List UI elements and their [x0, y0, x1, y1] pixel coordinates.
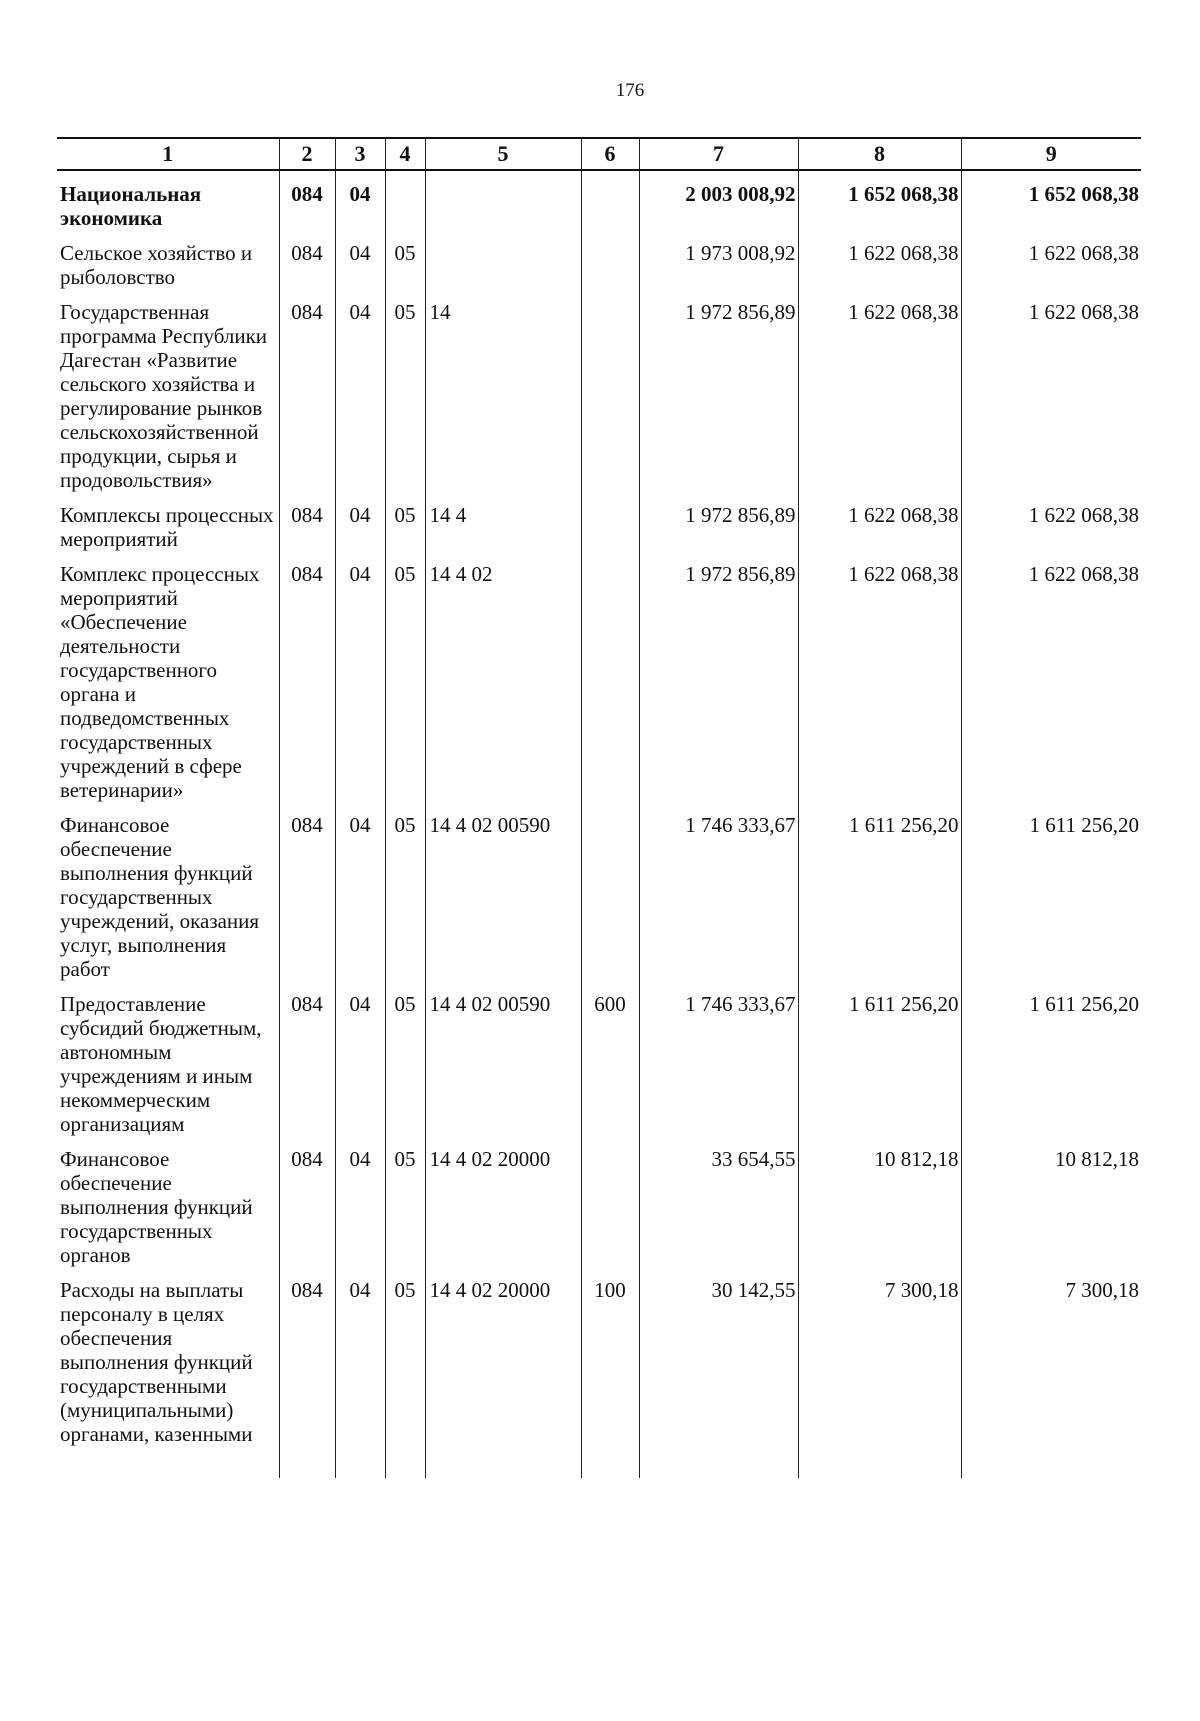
cell-expense-type: [581, 289, 639, 492]
cell-amount-col8: 1 622 068,38: [798, 230, 961, 289]
row-name: Государственная программа Республики Дагестан «Развитие сельского хозяйства и регулирование рынков сельскохозяйственной продукции, сырья и продовольствия»: [60, 300, 268, 492]
cell-section-code: 04: [335, 802, 385, 981]
table-row: [57, 230, 1141, 289]
cell-amount-col8: 1 622 068,38: [798, 289, 961, 492]
cell-ministry-code: 084: [279, 802, 335, 981]
table-row: [57, 802, 1141, 981]
table-row: [57, 289, 1141, 492]
cell-amount-col8: 1 652 068,38: [798, 170, 961, 230]
column-header: 1: [57, 138, 279, 170]
cell-ministry-code: 084: [279, 1136, 335, 1267]
cell-amount-col7: 1 973 008,92: [639, 230, 798, 289]
cell-amount-col8: 10 812,18: [798, 1136, 961, 1267]
cell-subsection-code: 05: [385, 981, 425, 1136]
cell-amount-col9: 1 622 068,38: [961, 492, 1141, 551]
cell-section-code: 04: [335, 492, 385, 551]
cell-amount-col8: 1 611 256,20: [798, 802, 961, 981]
cell-amount-col7: 2 003 008,92: [639, 170, 798, 230]
cell-expense-type: [581, 1136, 639, 1267]
cell-amount-col9: 1 611 256,20: [961, 802, 1141, 981]
cell-section-code: 04: [335, 1136, 385, 1267]
cell-section-code: 04: [335, 289, 385, 492]
cell-subsection-code: 05: [385, 802, 425, 981]
cell-subsection-code: 05: [385, 551, 425, 802]
cell-expense-type: [581, 170, 639, 230]
table-header-row: [57, 138, 1141, 170]
cell-amount-col7: 33 654,55: [639, 1136, 798, 1267]
row-name: Предоставление субсидий бюджетным, автономным учреждениям и иным некоммерческим организациям: [60, 992, 262, 1136]
cell-amount-col8: 7 300,18: [798, 1267, 961, 1478]
column-header: 3: [335, 138, 385, 170]
cell-amount-col7: 1 972 856,89: [639, 289, 798, 492]
cell-ministry-code: 084: [279, 170, 335, 230]
cell-section-code: 04: [335, 1267, 385, 1478]
cell-subsection-code: 05: [385, 289, 425, 492]
cell-amount-col7: 1 746 333,67: [639, 981, 798, 1136]
column-header: 9: [961, 138, 1141, 170]
table-row: [57, 170, 1141, 230]
cell-target-article: 14 4 02 00590: [425, 981, 581, 1136]
cell-amount-col9: 10 812,18: [961, 1136, 1141, 1267]
cell-ministry-code: 084: [279, 551, 335, 802]
cell-subsection-code: [385, 170, 425, 230]
cell-amount-col9: 1 652 068,38: [961, 170, 1141, 230]
cell-amount-col8: 1 611 256,20: [798, 981, 961, 1136]
table-row: [57, 1136, 1141, 1267]
cell-target-article: 14 4 02: [425, 551, 581, 802]
cell-amount-col7: 1 746 333,67: [639, 802, 798, 981]
row-name: Сельское хозяйство и рыболовство: [60, 241, 253, 289]
cell-target-article: [425, 230, 581, 289]
row-name: Финансовое обеспечение выполнения функций государственных учреждений, оказания услуг, выполнения работ: [60, 813, 260, 981]
cell-ministry-code: 084: [279, 289, 335, 492]
table-row: [57, 492, 1141, 551]
cell-amount-col8: 1 622 068,38: [798, 551, 961, 802]
cell-expense-type: [581, 230, 639, 289]
cell-subsection-code: 05: [385, 1267, 425, 1478]
column-header: 6: [581, 138, 639, 170]
cell-expense-type: [581, 551, 639, 802]
cell-ministry-code: 084: [279, 230, 335, 289]
page-number: 176: [615, 80, 645, 101]
cell-section-code: 04: [335, 230, 385, 289]
cell-target-article: 14: [425, 289, 581, 492]
column-header: 2: [279, 138, 335, 170]
table-row: [57, 551, 1141, 802]
cell-amount-col9: 7 300,18: [961, 1267, 1141, 1478]
row-name: Национальная экономика: [60, 182, 202, 230]
budget-table: [57, 137, 1141, 1478]
cell-ministry-code: 084: [279, 1267, 335, 1478]
cell-section-code: 04: [335, 170, 385, 230]
cell-expense-type: [581, 492, 639, 551]
cell-subsection-code: 05: [385, 492, 425, 551]
column-header: 7: [639, 138, 798, 170]
column-header: 4: [385, 138, 425, 170]
row-name: Комплекс процессных мероприятий «Обеспечение деятельности государственного органа и подведомственных государственных учреждений в сфере ветеринарии»: [60, 562, 260, 802]
table-row: [57, 1267, 1141, 1478]
cell-amount-col9: 1 611 256,20: [961, 981, 1141, 1136]
cell-expense-type: 100: [581, 1267, 639, 1478]
cell-target-article: [425, 170, 581, 230]
column-header: 8: [798, 138, 961, 170]
row-name: Комплексы процессных мероприятий: [60, 503, 274, 551]
cell-expense-type: [581, 802, 639, 981]
cell-section-code: 04: [335, 551, 385, 802]
cell-amount-col9: 1 622 068,38: [961, 289, 1141, 492]
cell-ministry-code: 084: [279, 981, 335, 1136]
row-name: Расходы на выплаты персоналу в целях обеспечения выполнения функций государственными (муниципальными) органами, казенными: [60, 1278, 253, 1446]
table-row: [57, 981, 1141, 1136]
cell-subsection-code: 05: [385, 1136, 425, 1267]
cell-ministry-code: 084: [279, 492, 335, 551]
cell-section-code: 04: [335, 981, 385, 1136]
cell-target-article: 14 4 02 20000: [425, 1267, 581, 1478]
cell-amount-col7: 1 972 856,89: [639, 492, 798, 551]
cell-subsection-code: 05: [385, 230, 425, 289]
cell-amount-col8: 1 622 068,38: [798, 492, 961, 551]
cell-amount-col9: 1 622 068,38: [961, 551, 1141, 802]
cell-target-article: 14 4 02 20000: [425, 1136, 581, 1267]
cell-target-article: 14 4 02 00590: [425, 802, 581, 981]
cell-amount-col7: 30 142,55: [639, 1267, 798, 1478]
column-header: 5: [425, 138, 581, 170]
cell-amount-col9: 1 622 068,38: [961, 230, 1141, 289]
cell-target-article: 14 4: [425, 492, 581, 551]
row-name: Финансовое обеспечение выполнения функций государственных органов: [60, 1147, 253, 1267]
cell-expense-type: 600: [581, 981, 639, 1136]
cell-amount-col7: 1 972 856,89: [639, 551, 798, 802]
